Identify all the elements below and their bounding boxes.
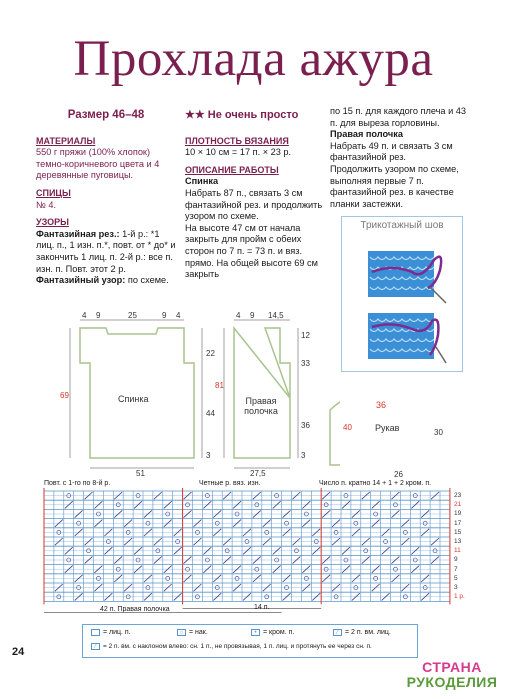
density-heading: ПЛОТНОСТЬ ВЯЗАНИЯ xyxy=(185,135,289,146)
materials-heading: МАТЕРИАЛЫ xyxy=(36,135,96,146)
chart-label-mid: Четные р. вяз. изн. xyxy=(199,480,261,487)
back-right-3: 3 xyxy=(206,451,211,460)
fancy-rib-paragraph xyxy=(36,229,176,275)
row-number: 5 xyxy=(454,574,458,582)
legend-yo-text: = нак. xyxy=(189,629,208,636)
front-left: 81 xyxy=(215,381,224,390)
row-number: 21 xyxy=(454,501,462,509)
sleeve-bottom: 26 xyxy=(394,470,403,479)
front-label: Правая полочка xyxy=(330,129,403,140)
chart-label-left: Повт. с 1-го по 8-й р. xyxy=(44,480,111,487)
back-right-2: 44 xyxy=(206,409,215,418)
sleeve-inner: 36 xyxy=(376,400,387,410)
row-number: 9 xyxy=(454,556,458,564)
back-left: 69 xyxy=(60,391,69,400)
size-heading: Размер 46–48 xyxy=(67,109,145,121)
legend-edge-text: = кром. п. xyxy=(263,629,295,636)
fancy-rib-text: 1-й р.: *1 лиц. п., 1 изн. п.*, повт. от * до* и закончить 1 лиц. п. 2-й р.: все п. изн. п. Повт. этот 2 р. xyxy=(36,228,176,274)
materials-text: 550 г пряжи (100% хлопок) темно-коричневого цвета и 4 деревянные пуговицы. xyxy=(36,147,160,181)
seam-photo-title: Трикотажный шов xyxy=(360,220,444,231)
back-bottom: 51 xyxy=(136,469,145,478)
column-materials xyxy=(36,110,176,287)
back-top-2: 9 xyxy=(96,311,101,320)
chart-grid xyxy=(34,480,476,615)
front-outline xyxy=(234,328,290,458)
edge-stitch-icon: • xyxy=(251,629,260,636)
legend-edge xyxy=(251,629,294,636)
back-continued: по 15 п. для каждого плеча и 43 п. для выреза горловины. xyxy=(330,106,466,128)
front-right-3: 36 xyxy=(301,421,310,430)
front-right-1: 12 xyxy=(301,331,310,340)
front-text: Набрать 49 п. и связать 3 см фантазийной рез. xyxy=(330,140,453,163)
k2tog-icon: ⁄ xyxy=(333,629,342,636)
seam-photo-box xyxy=(341,216,463,372)
legend-knit-text: = лиц. п. xyxy=(103,629,131,636)
row-number: 1 р. xyxy=(454,593,465,601)
front-bottom: 27,5 xyxy=(250,469,266,478)
back-label: Спинка xyxy=(185,176,219,187)
ssk-icon: ⁄ xyxy=(91,643,100,650)
front-label-schematic: Правая полочка xyxy=(244,396,278,416)
yarn-over-icon: ○ xyxy=(177,629,186,636)
seam-illustration xyxy=(342,217,462,371)
sleeve-right: 30 xyxy=(434,428,443,437)
row-number: 17 xyxy=(454,519,462,527)
back-top-5: 4 xyxy=(176,311,181,320)
front-top-1: 4 xyxy=(236,311,241,320)
back-top-3: 25 xyxy=(128,311,137,320)
chart-label-right: Число п. кратно 14 + 1 + 2 кром. п. xyxy=(319,480,432,487)
page-number: 24 xyxy=(12,646,25,658)
legend-sl2 xyxy=(91,643,372,650)
legend-sl2-text: = 2 п. вм. с наклоном влево: сн. 1 п., не провязывая, 1 п. лиц. и протянуть ее через сн. п. xyxy=(103,643,372,650)
back-outline xyxy=(80,328,194,458)
fancy-pattern-paragraph xyxy=(36,275,176,287)
back-label: Спинка xyxy=(118,394,149,404)
knitting-chart xyxy=(34,480,476,615)
front-top-3: 14,5 xyxy=(268,311,284,320)
sleeve-outline xyxy=(330,392,340,465)
difficulty-heading: ★★ Не очень просто xyxy=(185,109,299,121)
row-number: 11 xyxy=(454,547,461,555)
patterns-heading: УЗОРЫ xyxy=(36,217,69,228)
legend-yo xyxy=(177,629,208,636)
density-text: 10 × 10 см = 17 п. × 23 р. xyxy=(185,147,292,158)
row-number: 13 xyxy=(454,537,462,545)
legend-k2tog xyxy=(333,629,391,636)
page-title: Прохлада ажура xyxy=(73,31,434,87)
back-top-4: 9 xyxy=(162,311,167,320)
site-logo xyxy=(404,660,500,690)
row-number: 3 xyxy=(454,583,458,591)
needles-heading: СПИЦЫ xyxy=(36,187,71,198)
schematics xyxy=(60,308,340,483)
needles-text: № 4. xyxy=(36,199,57,210)
legend-knit xyxy=(91,629,131,636)
front-right-2: 33 xyxy=(301,359,310,368)
row-numbers xyxy=(454,491,465,601)
front-right-4: 3 xyxy=(301,451,306,460)
knit-symbol-icon xyxy=(91,629,100,636)
sleeve-left: 40 xyxy=(343,423,352,432)
column-front xyxy=(330,106,476,210)
fancy-rib-label: Фантазийная рез.: xyxy=(36,228,120,239)
legend-k2tog-text: = 2 п. вм. лиц. xyxy=(345,629,391,636)
front-top-2: 9 xyxy=(250,311,255,320)
chart-bottom-14: 14 п. xyxy=(254,604,270,611)
fancy-pattern-label: Фантазийный узор: xyxy=(36,275,126,286)
logo-line-2: РУКОДЕЛИЯ xyxy=(406,674,498,690)
description-heading: ОПИСАНИЕ РАБОТЫ xyxy=(185,164,279,175)
back-text-2: На высоте 47 см от начала закрыть для пройм с обеих сторон по 7 п. = 73 п. и вяз. прямо. На общей высоте 69 см закрыть xyxy=(185,222,318,280)
column-description xyxy=(185,110,325,281)
logo-line-1: СТРАНА xyxy=(422,659,482,675)
sleeve-label: Рукав xyxy=(375,423,400,433)
fancy-pattern-text: по схеме. xyxy=(127,275,169,286)
row-number: 23 xyxy=(454,492,462,499)
row-number: 19 xyxy=(454,510,462,518)
back-right-1: 22 xyxy=(206,349,215,358)
back-text: Набрать 87 п., связать 3 см фантазийной рез. и продолжить узором по схеме. xyxy=(185,187,323,222)
chart-bottom-42: 42 п. Правая полочка xyxy=(100,606,170,613)
row-number: 7 xyxy=(454,565,458,573)
back-top-1: 4 xyxy=(82,311,87,320)
chart-legend xyxy=(82,624,418,658)
row-number: 15 xyxy=(454,528,462,536)
front-text-2: Продолжить узором по схеме, выполняя первые 7 п. фантазийной рез. в качестве планки застежки. xyxy=(330,163,459,209)
